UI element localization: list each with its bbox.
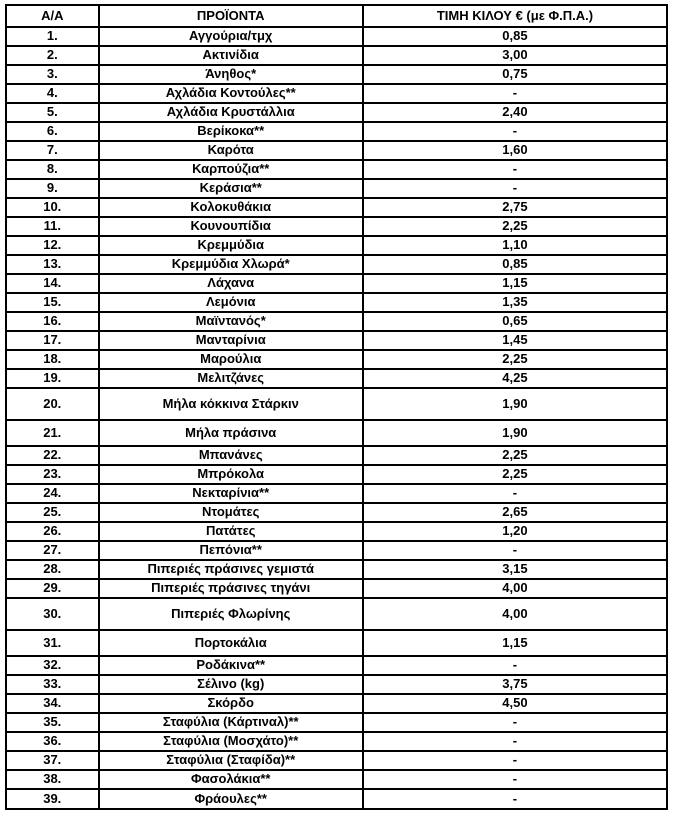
table-row [6,198,667,217]
product-name-cell: Μανταρίνια [99,331,363,350]
table-row [6,656,667,675]
price-cell: - [363,656,667,675]
row-number-cell: 21. [6,420,99,446]
product-name-cell: Μελιτζάνες [99,369,363,388]
row-number-cell: 8. [6,160,99,179]
price-cell: - [363,732,667,751]
price-cell: - [363,770,667,789]
table-row [6,141,667,160]
table-row [6,598,667,630]
price-cell: 2,25 [363,217,667,236]
row-number-cell: 10. [6,198,99,217]
price-cell: 1,20 [363,522,667,541]
row-number-cell: 35. [6,713,99,732]
table-row [6,103,667,122]
price-cell: 3,15 [363,560,667,579]
price-cell: 4,50 [363,694,667,713]
product-price-table [5,4,668,810]
product-name-cell: Μαϊντανός* [99,312,363,331]
row-number-cell: 16. [6,312,99,331]
product-name-cell: Πιπεριές Φλωρίνης [99,598,363,630]
product-name-cell: Κρεμμύδια [99,236,363,255]
row-number-cell: 19. [6,369,99,388]
table-row [6,350,667,369]
table-row [6,179,667,198]
price-cell: - [363,84,667,103]
row-number-cell: 33. [6,675,99,694]
table-row [6,732,667,751]
row-number-cell: 5. [6,103,99,122]
row-number-cell: 6. [6,122,99,141]
row-number-cell: 12. [6,236,99,255]
table-row [6,770,667,789]
row-number-cell: 38. [6,770,99,789]
table-row [6,789,667,809]
product-name-cell: Σταφύλια (Σταφίδα)** [99,751,363,770]
price-cell: - [363,179,667,198]
product-name-cell: Βερίκοκα** [99,122,363,141]
row-number-cell: 27. [6,541,99,560]
product-name-cell: Μπανάνες [99,446,363,465]
price-cell: 2,25 [363,465,667,484]
price-cell: 2,65 [363,503,667,522]
table-row [6,465,667,484]
row-number-cell: 23. [6,465,99,484]
product-name-cell: Λάχανα [99,274,363,293]
table-row [6,541,667,560]
table-row [6,446,667,465]
product-name-cell: Σταφύλια (Μοσχάτο)** [99,732,363,751]
product-name-cell: Πιπεριές πράσινες γεμιστά [99,560,363,579]
product-name-cell: Σταφύλια (Κάρτιναλ)** [99,713,363,732]
price-cell: 2,75 [363,198,667,217]
product-name-cell: Καρπούζια** [99,160,363,179]
table-row [6,369,667,388]
product-name-cell: Αγγούρια/τμχ [99,27,363,46]
price-cell: 1,15 [363,274,667,293]
price-cell: 0,75 [363,65,667,84]
row-number-cell: 18. [6,350,99,369]
product-name-cell: Φράουλες** [99,789,363,809]
product-name-cell: Σκόρδο [99,694,363,713]
product-name-cell: Νεκταρίνια** [99,484,363,503]
row-number-cell: 3. [6,65,99,84]
product-name-cell: Σέλινο (kg) [99,675,363,694]
table-row [6,503,667,522]
price-cell: - [363,160,667,179]
table-row [6,751,667,770]
header-row [6,5,667,27]
product-name-cell: Πατάτες [99,522,363,541]
price-cell: 4,00 [363,598,667,630]
product-name-cell: Κεράσια** [99,179,363,198]
table-row [6,388,667,420]
row-number-cell: 28. [6,560,99,579]
price-cell: - [363,751,667,770]
table-row [6,65,667,84]
product-name-cell: Ροδάκινα** [99,656,363,675]
price-cell: - [363,789,667,809]
table-row [6,255,667,274]
price-cell: - [363,541,667,560]
table-row [6,217,667,236]
price-cell: 1,10 [363,236,667,255]
row-number-cell: 15. [6,293,99,312]
row-number-cell: 31. [6,630,99,656]
table-row [6,694,667,713]
table-row [6,522,667,541]
row-number-cell: 32. [6,656,99,675]
table-row [6,331,667,350]
price-cell: 1,90 [363,420,667,446]
row-number-cell: 29. [6,579,99,598]
table-body [6,27,667,809]
product-name-cell: Μήλα πράσινα [99,420,363,446]
price-cell: 1,60 [363,141,667,160]
table-row [6,293,667,312]
price-cell: - [363,484,667,503]
product-name-cell: Αχλάδια Κρυστάλλια [99,103,363,122]
table-row [6,579,667,598]
product-name-cell: Πιπεριές πράσινες τηγάνι [99,579,363,598]
price-cell: 1,45 [363,331,667,350]
table-row [6,160,667,179]
row-number-cell: 17. [6,331,99,350]
row-number-cell: 2. [6,46,99,65]
table-row [6,630,667,656]
row-number-cell: 11. [6,217,99,236]
table-row [6,46,667,65]
price-cell: 1,15 [363,630,667,656]
row-number-cell: 22. [6,446,99,465]
price-cell: 2,25 [363,446,667,465]
price-cell: - [363,713,667,732]
product-name-cell: Πορτοκάλια [99,630,363,656]
price-cell: 3,75 [363,675,667,694]
row-number-cell: 30. [6,598,99,630]
product-name-cell: Μαρούλια [99,350,363,369]
header-price-column: ΤΙΜΗ ΚΙΛΟΥ € (με Φ.Π.Α.) [363,5,667,27]
header-products-column: ΠΡΟΪΟΝΤΑ [99,5,363,27]
header-index-column: Α/Α [6,5,99,27]
product-name-cell: Ακτινίδια [99,46,363,65]
row-number-cell: 7. [6,141,99,160]
price-cell: 0,65 [363,312,667,331]
table-header [6,5,667,27]
price-cell: 0,85 [363,255,667,274]
table-row [6,274,667,293]
row-number-cell: 26. [6,522,99,541]
product-name-cell: Αχλάδια Κοντούλες** [99,84,363,103]
table-row [6,560,667,579]
product-name-cell: Πεπόνια** [99,541,363,560]
product-name-cell: Μήλα κόκκινα Στάρκιν [99,388,363,420]
row-number-cell: 34. [6,694,99,713]
row-number-cell: 36. [6,732,99,751]
price-cell: 1,90 [363,388,667,420]
row-number-cell: 39. [6,789,99,809]
price-cell: 2,25 [363,350,667,369]
product-name-cell: Άνηθος* [99,65,363,84]
table-row [6,122,667,141]
price-cell: 1,35 [363,293,667,312]
row-number-cell: 25. [6,503,99,522]
row-number-cell: 13. [6,255,99,274]
price-cell: - [363,122,667,141]
table-row [6,27,667,46]
product-name-cell: Κρεμμύδια Χλωρά* [99,255,363,274]
table-row [6,312,667,331]
product-name-cell: Κολοκυθάκια [99,198,363,217]
table-row [6,484,667,503]
table-row [6,675,667,694]
row-number-cell: 1. [6,27,99,46]
row-number-cell: 4. [6,84,99,103]
product-name-cell: Ντομάτες [99,503,363,522]
price-cell: 4,00 [363,579,667,598]
price-cell: 3,00 [363,46,667,65]
row-number-cell: 9. [6,179,99,198]
table-row [6,713,667,732]
product-name-cell: Λεμόνια [99,293,363,312]
price-cell: 2,40 [363,103,667,122]
product-name-cell: Μπρόκολα [99,465,363,484]
table-row [6,420,667,446]
price-cell: 4,25 [363,369,667,388]
row-number-cell: 37. [6,751,99,770]
table-row [6,84,667,103]
price-cell: 0,85 [363,27,667,46]
product-name-cell: Φασολάκια** [99,770,363,789]
row-number-cell: 20. [6,388,99,420]
table-row [6,236,667,255]
row-number-cell: 14. [6,274,99,293]
product-name-cell: Κουνουπίδια [99,217,363,236]
product-name-cell: Καρότα [99,141,363,160]
row-number-cell: 24. [6,484,99,503]
